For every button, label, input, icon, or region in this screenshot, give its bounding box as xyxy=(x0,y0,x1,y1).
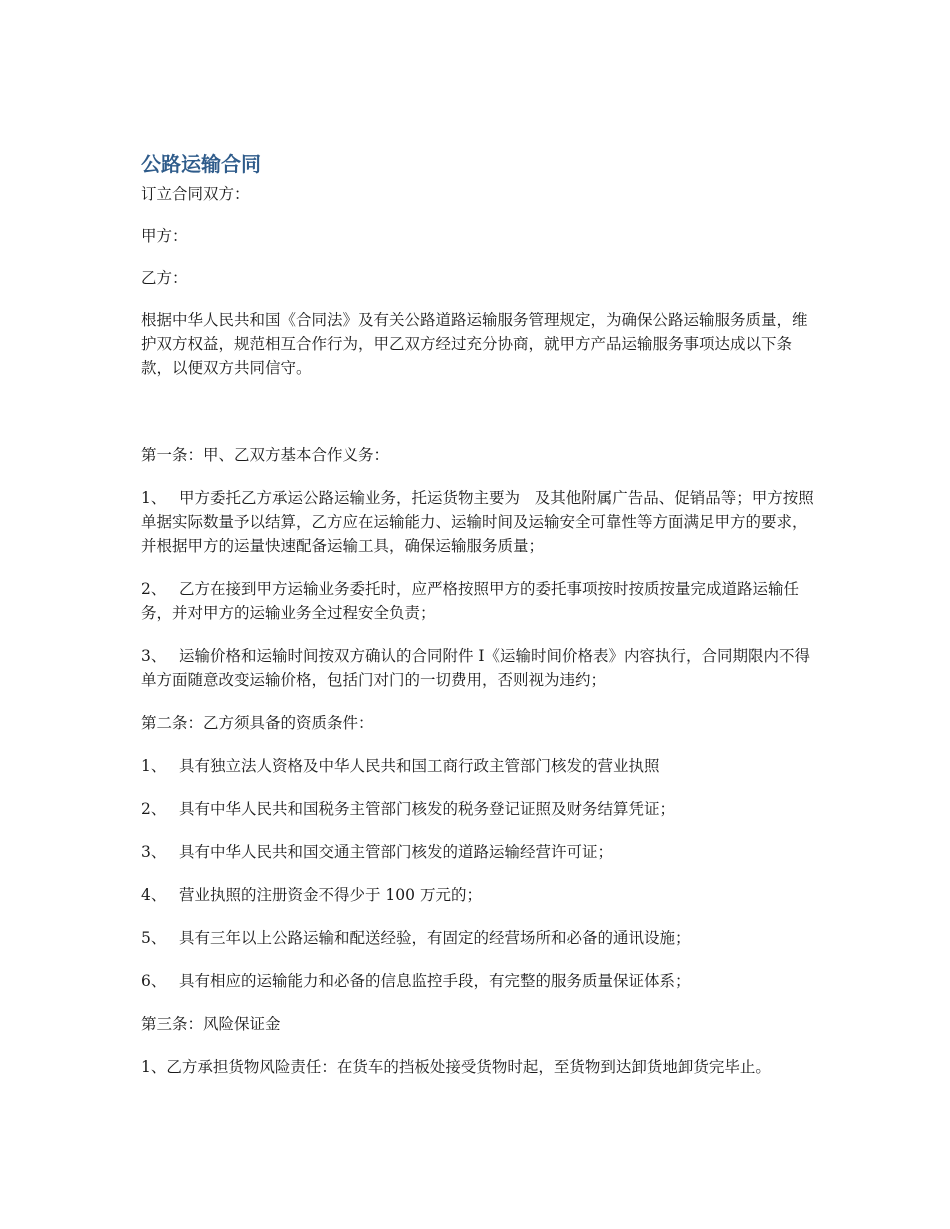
document-page xyxy=(141,150,816,1079)
item-number: 3、 xyxy=(141,843,167,861)
item-text: 运输价格和运输时间按双方确认的合同附件 I《运输时间价格表》内容执行，合同期限内不得单方面随意改变运输价格，包括门对门的一切费用，否则视为违约； xyxy=(141,647,811,689)
item-text: 具有三年以上公路运输和配送经验，有固定的经营场所和必备的通讯设施； xyxy=(179,929,691,947)
article2-item xyxy=(141,754,816,778)
item-number: 1、 xyxy=(141,757,167,775)
item-text: 乙方在接到甲方运输业务委托时，应严格按照甲方的委托事项按时按质按量完成道路运输任务，并对甲方的运输业务全过程安全负责； xyxy=(141,580,800,622)
article1-item xyxy=(141,644,816,692)
item-number: 4、 xyxy=(141,886,167,904)
article3-item: 1、乙方承担货物风险责任：在货车的挡板处接受货物时起，至货物到达卸货地卸货完毕止。 xyxy=(141,1058,771,1076)
article2-item xyxy=(141,883,816,907)
item-text: 具有独立法人资格及中华人民共和国工商行政主管部门核发的营业执照 xyxy=(179,757,660,775)
party-a-line: 甲方： xyxy=(141,227,188,245)
party-b-line: 乙方： xyxy=(141,269,188,287)
item-text: 甲方委托乙方承运公路运输业务，托运货物主要为 及其他附属广告品、促销品等；甲方按照单据实际数量予以结算，乙方应在运输能力、运输时间及运输安全可靠性等方面满足甲方的要求，并根据甲方的运量快速配备运输工具，确保运输服务质量； xyxy=(141,489,814,555)
preamble-paragraph: 根据中华人民共和国《合同法》及有关公路道路运输服务管理规定，为确保公路运输服务质量，维护双方权益，规范相互合作行为，甲乙双方经过充分协商，就甲方产品运输服务事项达成以下条款，以便双方共同信守。 xyxy=(141,311,808,377)
item-text: 具有相应的运输能力和必备的信息监控手段，有完整的服务质量保证体系； xyxy=(179,972,691,990)
item-number: 1、 xyxy=(141,489,167,507)
item-text: 营业执照的注册资金不得少于 100 万元的； xyxy=(179,886,482,904)
article2-item xyxy=(141,926,816,950)
article2-item xyxy=(141,840,816,864)
article2-heading: 第二条：乙方须具备的资质条件： xyxy=(141,714,374,732)
article1-heading: 第一条：甲、乙双方基本合作义务： xyxy=(141,446,390,464)
document-title: 公路运输合同 xyxy=(141,152,261,176)
item-number: 2、 xyxy=(141,580,167,598)
article3-heading: 第三条：风险保证金 xyxy=(141,1015,281,1033)
article1-item xyxy=(141,486,816,558)
parties-intro: 订立合同双方： xyxy=(141,185,250,203)
item-number: 3、 xyxy=(141,647,167,665)
item-number: 5、 xyxy=(141,929,167,947)
item-text: 具有中华人民共和国税务主管部门核发的税务登记证照及财务结算凭证； xyxy=(179,800,676,818)
item-text: 具有中华人民共和国交通主管部门核发的道路运输经营许可证； xyxy=(179,843,614,861)
item-number: 2、 xyxy=(141,800,167,818)
article2-item xyxy=(141,969,816,993)
item-number: 6、 xyxy=(141,972,167,990)
article2-item xyxy=(141,797,816,821)
article1-item xyxy=(141,577,816,625)
